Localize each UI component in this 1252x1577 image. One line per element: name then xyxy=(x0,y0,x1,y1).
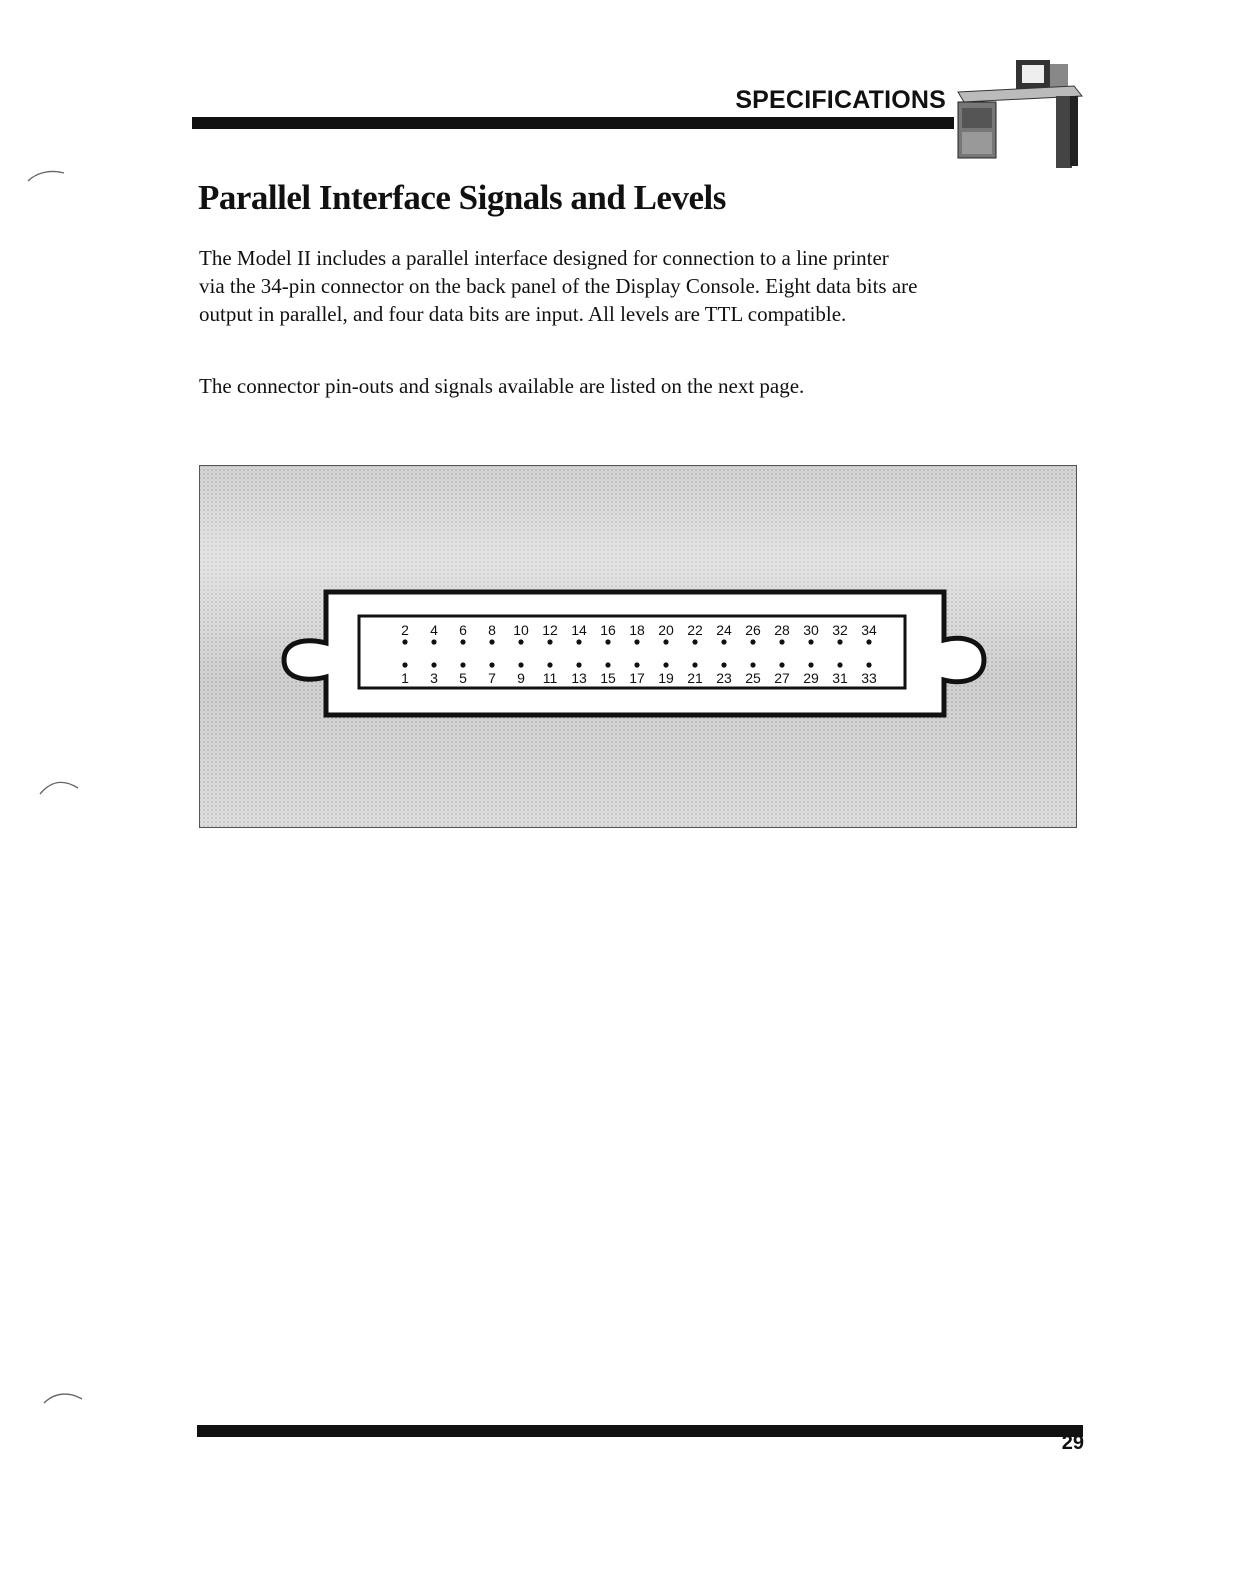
pin-12 xyxy=(547,639,552,644)
pin-label-13: 13 xyxy=(571,670,587,686)
pin-14 xyxy=(576,639,581,644)
pin-2 xyxy=(402,639,407,644)
pin-label-10: 10 xyxy=(513,622,529,638)
pin-13 xyxy=(576,662,581,667)
pin-28 xyxy=(779,639,784,644)
pin-label-6: 6 xyxy=(459,622,467,638)
pin-label-19: 19 xyxy=(658,670,674,686)
margin-mark xyxy=(42,1385,84,1415)
pin-9 xyxy=(518,662,523,667)
pin-label-22: 22 xyxy=(687,622,703,638)
pin-21 xyxy=(692,662,697,667)
pin-label-11: 11 xyxy=(542,670,558,686)
pin-label-30: 30 xyxy=(803,622,819,638)
pin-18 xyxy=(634,639,639,644)
pin-8 xyxy=(489,639,494,644)
pin-15 xyxy=(605,662,610,667)
pin-7 xyxy=(489,662,494,667)
pin-label-25: 25 xyxy=(745,670,761,686)
pin-label-8: 8 xyxy=(488,622,496,638)
page-title: Parallel Interface Signals and Levels xyxy=(198,178,726,217)
header-rule xyxy=(192,117,954,129)
margin-mark xyxy=(38,772,80,802)
pin-25 xyxy=(750,662,755,667)
page-number: 29 xyxy=(1061,1432,1084,1454)
pin-1 xyxy=(402,662,407,667)
pin-label-24: 24 xyxy=(716,622,732,638)
pin-label-2: 2 xyxy=(401,622,409,638)
pinout-note-paragraph: The connector pin-outs and signals available are listed on the next page. xyxy=(199,374,805,398)
pin-label-4: 4 xyxy=(430,622,438,638)
computer-desk-icon xyxy=(950,56,1086,174)
pin-label-21: 21 xyxy=(687,670,703,686)
pin-6 xyxy=(460,639,465,644)
footer-rule xyxy=(197,1425,1083,1437)
pin-20 xyxy=(663,639,668,644)
pin-label-5: 5 xyxy=(459,670,467,686)
pin-3 xyxy=(431,662,436,667)
pin-17 xyxy=(634,662,639,667)
pin-label-31: 31 xyxy=(832,670,848,686)
pin-31 xyxy=(837,662,842,667)
pin-19 xyxy=(663,662,668,667)
pin-27 xyxy=(779,662,784,667)
pin-label-14: 14 xyxy=(571,622,587,638)
pin-23 xyxy=(721,662,726,667)
pin-11 xyxy=(547,662,552,667)
pin-30 xyxy=(808,639,813,644)
pin-16 xyxy=(605,639,610,644)
pin-label-34: 34 xyxy=(861,622,877,638)
pin-label-12: 12 xyxy=(542,622,558,638)
pin-label-32: 32 xyxy=(832,622,848,638)
pin-label-27: 27 xyxy=(774,670,790,686)
pin-10 xyxy=(518,639,523,644)
pin-label-26: 26 xyxy=(745,622,761,638)
pin-label-1: 1 xyxy=(401,670,409,686)
pin-label-18: 18 xyxy=(629,622,645,638)
pin-5 xyxy=(460,662,465,667)
pin-label-29: 29 xyxy=(803,670,819,686)
pin-label-33: 33 xyxy=(861,670,877,686)
pin-22 xyxy=(692,639,697,644)
pin-label-9: 9 xyxy=(517,670,525,686)
pin-33 xyxy=(866,662,871,667)
pin-label-15: 15 xyxy=(600,670,616,686)
pin-34 xyxy=(866,639,871,644)
pin-label-20: 20 xyxy=(658,622,674,638)
connector-diagram xyxy=(199,465,1077,828)
pin-24 xyxy=(721,639,726,644)
pin-label-28: 28 xyxy=(774,622,790,638)
pin-26 xyxy=(750,639,755,644)
pin-32 xyxy=(837,639,842,644)
pin-4 xyxy=(431,639,436,644)
margin-mark xyxy=(26,163,68,193)
pin-label-16: 16 xyxy=(600,622,616,638)
pin-label-7: 7 xyxy=(488,670,496,686)
pin-29 xyxy=(808,662,813,667)
section-header-title: SPECIFICATIONS xyxy=(735,86,946,114)
pin-label-17: 17 xyxy=(629,670,645,686)
pin-label-3: 3 xyxy=(430,670,438,686)
pin-label-23: 23 xyxy=(716,670,732,686)
intro-paragraph: The Model II includes a parallel interface designed for connection to a line printer via the 34-pin connector on the back panel of the Display Console. Eight data bits are output in parallel, and four data bits are input. All levels are TTL compatible. xyxy=(199,246,918,326)
